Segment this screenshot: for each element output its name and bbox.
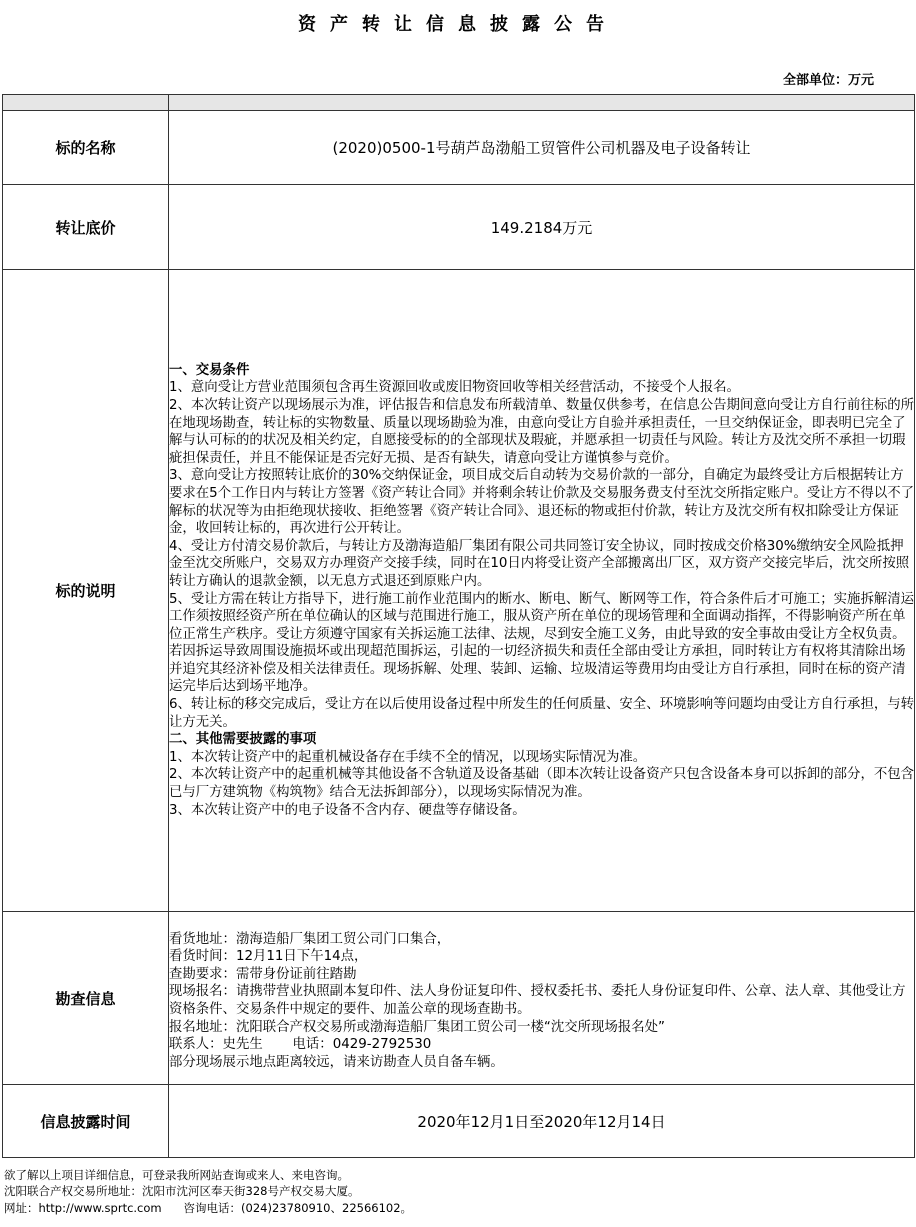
time-value: 2020年12月1日至2020年12月14日 <box>169 1085 915 1158</box>
list-item: 2、本次转让资产中的起重机械等其他设备不含轨道及设备基础（即本次转让设备资产只包含设备本身可以拆卸的部分，不包含已与厂方建筑物《构筑物》结合无法拆卸部分），以现场实际情况为准。 <box>169 767 914 801</box>
footer-notes <box>4 1167 412 1216</box>
list-item: 6、转让标的移交完成后，受让方在以后使用设备过程中所发生的任何质量、安全、环境影响等问题均由受让方自行承担，与转让方无关。 <box>169 697 914 730</box>
header-row <box>3 95 915 111</box>
list-item: 1、本次转让资产中的起重机械设备存在手续不全的情况，以现场实际情况为准。 <box>169 749 647 765</box>
header-cell-right <box>169 95 915 111</box>
list-item: 看货地址：渤海造船厂集团工贸公司门口集合， <box>169 931 451 947</box>
desc-content <box>169 270 915 912</box>
list-item: 2、本次转让资产以现场展示为准，评估报告和信息发布所载清单、数量仅供参考，在信息公告期间意向受让方自行前往标的所在地现场勘查，转让标的实物数量、质量以现场勘验为准，由意向受让方自验并承担责任，一旦交纳保证金，即表明已完全了解与认可标的的状况及相关约定，自愿接受标的的全部现状及瑕疵，并愿承担一切责任与风险。转让方及沈交所不承担一切瑕疵担保责任，并且不能保证是否完好无损、是否有缺失，请意向受让方谨慎参与竞价。 <box>169 397 914 466</box>
section-heading: 一、交易条件 <box>169 362 250 378</box>
section-heading: 二、其他需要披露的事项 <box>169 732 317 748</box>
header-cell-left <box>3 95 169 111</box>
announcement-table <box>2 94 915 1158</box>
row-description <box>3 270 915 912</box>
time-label: 信息披露时间 <box>3 1085 169 1158</box>
unit-label: 全部单位：万元 <box>782 73 874 88</box>
list-item: 报名地址：沈阳联合产权交易所或渤海造船厂集团工贸公司一楼“沈交所现场报名处” <box>169 1019 665 1035</box>
price-label: 转让底价 <box>3 185 169 270</box>
list-item: 部分现场展示地点距离较远，请来访勘查人员自备车辆。 <box>169 1054 504 1070</box>
row-inspection <box>3 912 915 1085</box>
desc-label: 标的说明 <box>3 270 169 912</box>
footer-line: 沈阳联合产权交易所地址：沈阳市沈河区奉天街328号产权交易大厦。 <box>4 1184 360 1199</box>
row-name <box>3 111 915 185</box>
footer-line: 网址：http://www.sprtc.com 咨询电话：(024)23780910、22566102。 <box>4 1200 413 1215</box>
inspect-label: 勘查信息 <box>3 912 169 1085</box>
row-price <box>3 185 915 270</box>
list-item: 查勘要求：需带身份证前往踏勘 <box>169 966 357 982</box>
list-item: 4、受让方付清交易价款后，与转让方及渤海造船厂集团有限公司共同签订安全协议，同时按成交价格30%缴纳安全风险抵押金至沈交所账户，交易双方办理资产交接手续，同时在10日内将受让资产全部搬离出厂区，双方资产交接完毕后，沈交所按照转让方确认的退款金额，以无息方式退还到原账户内。 <box>169 538 910 589</box>
list-item: 看货时间：12月11日下午14点， <box>169 949 368 965</box>
list-item: 联系人：史先生 电话：0429-2792530 <box>169 1037 432 1053</box>
price-value: 149.2184万元 <box>169 185 915 270</box>
list-item: 3、意向受让方按照转让底价的30%交纳保证金，项目成交后自动转为交易价款的一部分，自确定为最终受让方后根据转让方要求在5个工作日内与转让方签署《资产转让合同》并将剩余转让价款及交易服务费支付至沈交所指定账户。受让方不得以不了解标的状况等为由拒绝现状接收、拒绝签署《资产转让合同》、退还标的物或拒付价款，转让方及沈交所有权扣除受让方保证金，收回转让标的，再次进行公开转让。 <box>169 468 914 537</box>
inspect-content <box>169 912 915 1085</box>
list-item: 1、意向受让方营业范围须包含再生资源回收或废旧物资回收等相关经营活动，不接受个人报名。 <box>169 380 740 396</box>
page-title: 资产转让信息披露公告 <box>298 14 618 35</box>
list-item: 3、本次转让资产中的电子设备不含内存、硬盘等存储设备。 <box>169 802 526 818</box>
list-item: 现场报名：请携带营业执照副本复印件、法人身份证复印件、授权委托书、委托人身份证复印件、公章、法人章、其他受让方资格条件、交易条件中规定的要件、加盖公章的现场查勘书。 <box>169 984 906 1017</box>
name-label: 标的名称 <box>3 111 169 185</box>
row-disclosure-time <box>3 1085 915 1158</box>
name-value: (2020)0500-1号葫芦岛渤船工贸管件公司机器及电子设备转让 <box>169 111 915 185</box>
footer-line: 欲了解以上项目详细信息，可登录我所网站查询或来人、来电咨询。 <box>4 1168 349 1182</box>
list-item: 5、受让方需在转让方指导下，进行施工前作业范围内的断水、断电、断气、断网等工作，符合条件后才可施工；实施拆解清运工作须按照经资产所在单位确认的区域与范围进行施工，服从资产所在单位的现场管理和全面调动指挥，不得影响资产所在单位正常生产秩序。受让方须遵守国家有关拆运施工法律、法规，尽到安全施工义务，由此导致的安全事故由受让方全权负责。若因拆运导致周围设施损坏或出现超范围拆运，引起的一切经济损失和责任全部由受让方承担，同时转让方有权将其清除出场并追究其经济补偿及相关法律责任。现场拆解、处理、装卸、运输、垃圾清运等费用均由受让方自行承担，同时在标的资产清运完毕后达到场平地净。 <box>169 591 914 695</box>
